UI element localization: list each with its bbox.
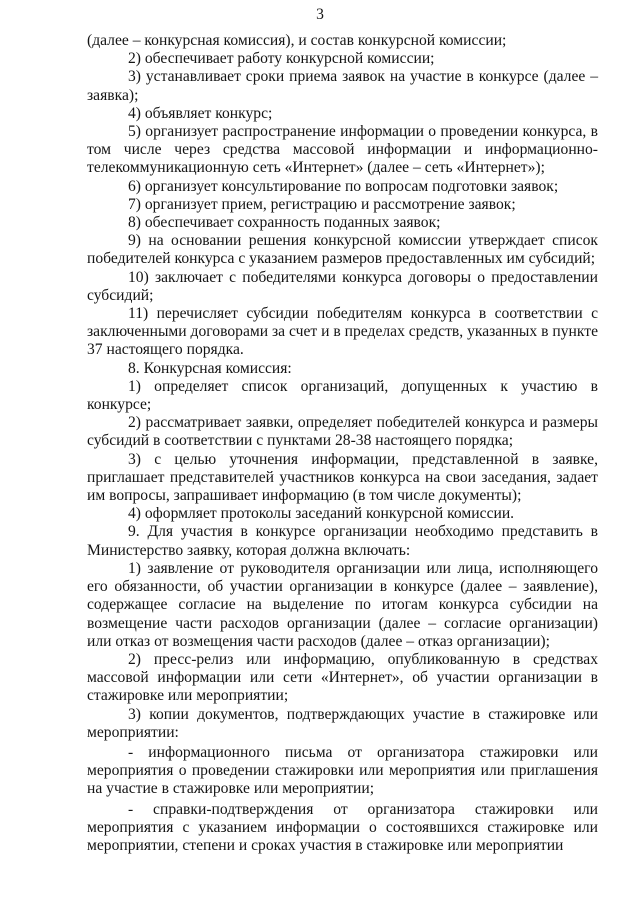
paragraph-7-7: 7) организует прием, регистрацию и рассмотрение заявок; — [128, 195, 516, 213]
paragraph-7-10: 10) заключает с победителями конкурса договоры о предоставлении субсидий; — [87, 268, 598, 304]
section-9-heading: 9. Для участия в конкурсе организации необходимо представить в Министерство заявку, которая должна включать: — [87, 523, 598, 559]
paragraph-7-3: 3) устанавливает сроки приема заявок на участие в конкурсе (далее – заявка); — [87, 68, 598, 104]
paragraph-9-3-dash-2: - справки-подтверждения от организатора стажировки или мероприятия с указанием информации о состоявшихся стажировке или мероприятии, степени и сроках участия в стажировке или мероприятии — [87, 800, 598, 854]
paragraph-7-5: 5) организует распространение информации о проведении конкурса, в том числе через средства массовой информации и информационно-телекоммуникационную сеть «Интернет» (далее – сеть «Интернет»); — [87, 123, 598, 177]
paragraph-7-2: 2) обеспечивает работу конкурсной комиссии; — [128, 50, 435, 68]
paragraph-8-1: 1) определяет список организаций, допущенных к участию в конкурсе; — [87, 377, 598, 414]
paragraph-7-11: 11) перечисляет субсидии победителям конкурса в соответствии с заключенными договорами за счет и в пределах средств, указанных в пункте 37 настоящего порядка. — [87, 305, 598, 359]
paragraph-commission-continuation: (далее – конкурсная комиссия), и состав конкурсной комиссии; — [87, 32, 507, 49]
paragraph-9-1: 1) заявление от руководителя организации или лица, исполняющего его обязанности, об участии организации в конкурсе (далее – заявление), содержащее согласие на выделение по итогам конкурса субсидии на возмещение части расходов организации (далее – согласие организации) или отказ от возмещения части расходов (далее – отказ организации); — [87, 559, 598, 650]
paragraph-7-9: 9) на основании решения конкурсной комиссии утверждает список победителей конкурса с указанием размеров предоставленных им субсидий; — [87, 232, 598, 268]
paragraph-7-8: 8) обеспечивает сохранность поданных заявок; — [128, 214, 441, 232]
paragraph-7-6: 6) организует консультирование по вопросам подготовки заявок; — [128, 177, 559, 195]
section-8-heading: 8. Конкурсная комиссия: — [128, 359, 292, 377]
paragraph-9-3-dash-1: - информационного письма от организатора стажировки или мероприятия о проведении стажировки или мероприятия или приглашения на участие в стажировке или мероприятии; — [87, 743, 598, 798]
document-body — [87, 32, 598, 855]
paragraph-8-3: 3) с целью уточнения информации, представленной в заявке, приглашает представителей участников конкурса на свои заседания, задает им вопросы, запрашивает информацию (в том числе документы); — [87, 450, 598, 505]
paragraph-8-4: 4) оформляет протоколы заседаний конкурсной комиссии. — [128, 505, 515, 523]
paragraph-8-2: 2) рассматривает заявки, определяет победителей конкурса и размеры субсидий в соответствии с пунктами 28-38 настоящего порядка; — [87, 414, 598, 450]
paragraph-9-2: 2) пресс-релиз или информацию, опубликованную в средствах массовой информации или сети «Интернет», об участии организации в стажировке или мероприятии; — [87, 650, 598, 705]
page-number: 3 — [316, 6, 324, 23]
paragraph-9-3: 3) копии документов, подтверждающих участие в стажировке или мероприятии: — [87, 705, 598, 741]
paragraph-7-4: 4) объявляет конкурс; — [128, 104, 273, 122]
